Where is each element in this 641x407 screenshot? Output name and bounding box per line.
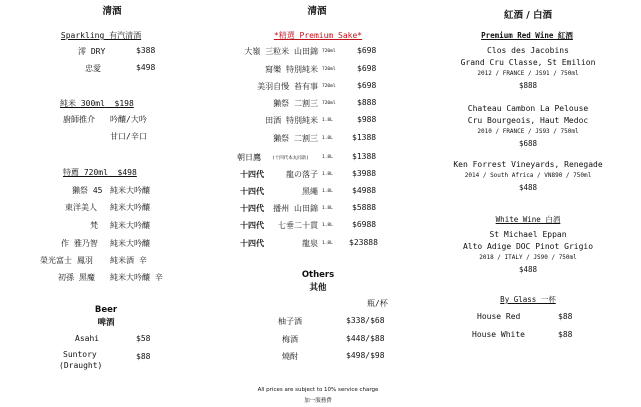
wine-detail: 2014 / South Africa / VN890 / 750ml <box>464 172 592 179</box>
menu-item-sub: 七垂二十貫 <box>278 221 318 230</box>
beer-title-zh: 啤酒 <box>97 318 115 328</box>
menu-item-type: 純米酒 辛 <box>110 256 147 265</box>
junmai-300-title <box>60 98 134 109</box>
menu-item-name: 寫樂 特別純米 <box>265 65 318 74</box>
menu-item-price: $3988 <box>352 169 377 178</box>
menu-item-price: $4988 <box>352 186 377 195</box>
menu-item-name: 燒酎 <box>282 352 298 361</box>
menu-item-name: 東洋美人 <box>65 203 97 212</box>
wine-detail: 2018 / ITALY / JS90 / 750ml <box>479 254 577 261</box>
menu-item-type: 純米大吟釀 <box>110 203 150 212</box>
menu-item-name: Asahi <box>75 334 100 343</box>
menu-item-name: 忠愛 <box>85 64 101 73</box>
menu-item-name: 獺祭 二割三 <box>273 99 318 108</box>
menu-item-price: $1388 <box>352 133 377 142</box>
menu-item-price: $448/$88 <box>346 334 385 343</box>
menu-item-name: Suntory <box>63 350 97 359</box>
middle-section-header: 清酒 <box>307 6 327 17</box>
red-wine-title: Premium Red Wine 紅酒 <box>481 31 573 40</box>
menu-item-sub: 龍泉 <box>302 239 318 248</box>
others-unit-label: 瓶/杯 <box>367 299 388 308</box>
menu-item-price: $5888 <box>352 203 377 212</box>
tokusen-title-text: 特薦 720ml <box>63 168 108 177</box>
others-title-zh: 其他 <box>309 283 327 293</box>
wine-detail: 2012 / FRANCE / JS91 / 750ml <box>477 70 579 77</box>
menu-item-type: 純米大吟釀 <box>110 221 150 230</box>
menu-item-price: $23888 <box>349 238 378 247</box>
beer-title-en: Beer <box>94 305 118 315</box>
menu-item-name: 梅酒 <box>282 335 298 344</box>
menu-item-size: 720ml <box>322 84 336 89</box>
menu-item-size: 1.8L <box>322 206 333 211</box>
menu-item-name: 獺祭 二割三 <box>273 134 318 143</box>
menu-item-size: 1.8L <box>322 136 333 141</box>
menu-item-size: 1.8L <box>322 118 333 123</box>
wine-price: $688 <box>518 139 538 148</box>
menu-item-size: 1.8L <box>322 241 333 246</box>
menu-item-price: $58 <box>136 334 151 343</box>
menu-item-name: 美羽自慢 苔有事 <box>257 82 318 91</box>
menu-item-price: $1388 <box>352 152 377 161</box>
menu-item-price: $88 <box>136 352 151 361</box>
left-section-header: 清酒 <box>102 6 122 17</box>
menu-item-type: 純米大吟釀 <box>110 239 150 248</box>
menu-item-sub: 播州 山田錦 <box>273 204 318 213</box>
menu-item-size: 1.8L <box>322 189 333 194</box>
menu-item-name: House White <box>472 330 525 339</box>
menu-item-size: 1.8L <box>322 155 333 160</box>
wine-appellation: Alto Adige DOC Pinot Grigio <box>462 242 594 251</box>
junmai-300-price: $198 <box>114 99 134 108</box>
tokusen-720-title <box>63 167 137 178</box>
wine-price: $888 <box>518 81 538 90</box>
menu-item-name: 朝日鷹 <box>237 153 261 162</box>
menu-item-type: 甘口/辛口 <box>110 132 147 141</box>
menu-item-price: $988 <box>357 115 377 124</box>
menu-item-name: 廚師推介 <box>63 115 95 124</box>
menu-item-price: $6988 <box>352 220 377 229</box>
menu-item-size: 720ml <box>322 101 336 106</box>
menu-item-price: $888 <box>357 98 377 107</box>
menu-item-name: 梵 <box>90 221 98 230</box>
menu-item-name: 十四代 <box>240 239 264 248</box>
menu-item-size: 720ml <box>322 67 336 72</box>
menu-item-name: 田酒 特別純米 <box>265 116 318 125</box>
menu-item-price: $698 <box>357 64 377 73</box>
menu-item-price: $388 <box>136 46 156 55</box>
menu-item-size: 1.8L <box>322 172 333 177</box>
menu-item-name: 獺祭 45 <box>72 186 103 195</box>
menu-item-name: 榮光富士 鳳羽 <box>40 256 93 265</box>
others-title-en: Others <box>301 270 335 280</box>
menu-item-name: 初孫 黑魔 <box>58 273 95 282</box>
wine-price: $488 <box>518 183 538 192</box>
wine-detail: 2010 / FRANCE / JS93 / 750ml <box>477 128 579 135</box>
menu-item-name: 柚子酒 <box>278 317 302 326</box>
premium-sake-title: *精選 Premium Sake* <box>273 31 363 40</box>
menu-item-name: 十四代 <box>240 170 264 179</box>
menu-item-price: $88 <box>558 330 573 339</box>
menu-item-price: $498 <box>136 63 156 72</box>
wine-appellation: Grand Cru Classe, St Emilion <box>460 58 596 67</box>
menu-item-name: 十四代 <box>240 204 264 213</box>
wine-name: Clos des Jacobins <box>487 46 569 55</box>
wine-name: Ken Forrest Vineyards, Renegade <box>453 160 603 169</box>
menu-item-type: 吟釀/大吟 <box>110 115 147 124</box>
menu-item-type: 純米大吟釀 <box>110 186 150 195</box>
service-charge-note-zh: 加一服務費 <box>304 398 332 404</box>
menu-item-note: (十四代本丸同款) <box>272 156 309 161</box>
sparkling-title: Sparkling 有汽清酒 <box>60 31 142 40</box>
menu-item-name-line2: (Draught) <box>59 361 103 370</box>
menu-item-name: 大嶺 三粒米 山田錦 <box>244 47 318 56</box>
junmai-300-title-text: 純米 300ml <box>60 99 105 108</box>
menu-item-sub: 龍の落子 <box>286 170 318 179</box>
white-wine-title: White Wine 白酒 <box>495 215 561 224</box>
menu-item-price: $498/$98 <box>346 351 385 360</box>
menu-item-price: $698 <box>357 46 377 55</box>
menu-item-type: 純米大吟釀 辛 <box>110 273 163 282</box>
menu-item-size: 720ml <box>322 49 336 54</box>
tokusen-price: $498 <box>117 168 137 177</box>
menu-item-name: 澪 DRY <box>78 47 106 56</box>
wine-appellation: Cru Bourgeois, Haut Medoc <box>467 116 589 125</box>
menu-item-name: House Red <box>477 312 521 321</box>
by-glass-title: By Glass 一杯 <box>500 295 556 304</box>
wine-price: $488 <box>518 265 538 274</box>
menu-item-name: 作 雅乃智 <box>61 239 98 248</box>
right-section-header: 紅酒 / 白酒 <box>503 10 553 21</box>
menu-item-price: $698 <box>357 81 377 90</box>
menu-item-price: $338/$68 <box>346 316 385 325</box>
wine-name: St Michael Eppan <box>489 230 567 239</box>
wine-name: Chateau Cambon La Pelouse <box>467 104 589 113</box>
menu-item-size: 1.8L <box>322 223 333 228</box>
menu-item-name: 十四代 <box>240 187 264 196</box>
menu-item-price: $88 <box>558 312 573 321</box>
service-charge-note: All prices are subject to 10% service charge <box>257 387 379 393</box>
menu-item-sub: 黑繩 <box>302 187 318 196</box>
menu-item-name: 十四代 <box>240 221 264 230</box>
